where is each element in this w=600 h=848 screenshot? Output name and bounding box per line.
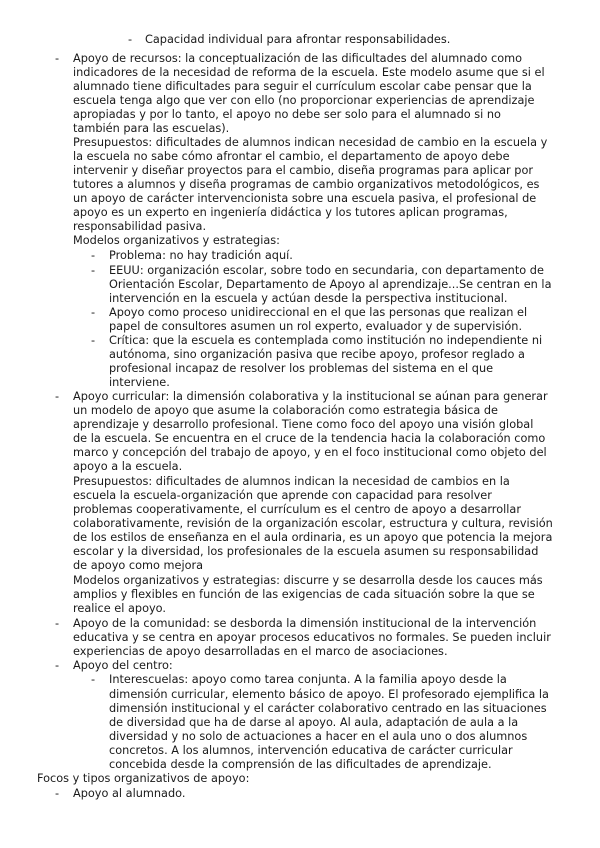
text-line: un apoyo de carácter intervencionista sobre una escuela pasiva, el profesional de — [73, 192, 537, 205]
bullet-dash: - — [55, 617, 60, 630]
text-line: concretos. A los alumnos, intervención educativa de carácter curricular — [109, 744, 513, 757]
text-line: Apoyo de recursos: la conceptualización de las dificultades del alumnado como — [73, 52, 523, 65]
text-line: Problema: no hay tradición aquí. — [109, 249, 293, 262]
text-line: interviene. — [109, 376, 170, 389]
bullet-dash: - — [55, 659, 60, 672]
text-line: Apoyo al alumnado. — [73, 787, 186, 800]
text-line: educativa y se centra en apoyar procesos educativos no formales. Se pueden incluir — [73, 631, 551, 644]
text-line: Interescuelas: apoyo como tarea conjunta. A la familia apoyo desde la — [109, 673, 507, 686]
text-line: escolar y la diversidad, los profesionales de la escuela asumen su responsabilidad — [73, 545, 539, 558]
text-line: Modelos organizativos y estrategias: discurre y se desarrolla desde los cauces más — [73, 574, 543, 587]
section-heading: Focos y tipos organizativos de apoyo: — [37, 772, 250, 785]
text-line: de apoyo como mejora — [73, 559, 204, 572]
text-line: amplios y flexibles en función de las exigencias de cada situación sobre la que se — [73, 588, 535, 601]
text-line: apropiadas y por lo tanto, el apoyo no debe ser solo para el alumnado si no — [73, 108, 501, 121]
bullet-dash: - — [91, 673, 96, 686]
text-line: Apoyo curricular: la dimensión colaborativa y la institucional se aúnan para generar — [73, 390, 548, 403]
bullet-dash: - — [91, 264, 96, 277]
text-line: indicadores de la necesidad de reforma de la escuela. Este modelo asume que si el — [73, 66, 545, 79]
text-line: intervención en la escuela y actúan desde la perspectiva institucional. — [109, 292, 508, 305]
text-line: concebida desde la comprensión de las dificultades de aprendizaje. — [109, 758, 492, 771]
text-line: Capacidad individual para afrontar responsabilidades. — [145, 33, 451, 46]
text-line: Apoyo de la comunidad: se desborda la dimensión institucional de la intervención — [73, 617, 537, 630]
text-line: problemas cooperativamente, el currículum es el centro de apoyo a desarrollar — [73, 503, 521, 516]
text-line: Presupuestos: dificultades de alumnos indican la necesidad de cambios en la — [73, 475, 510, 488]
text-line: realice el apoyo. — [73, 602, 166, 615]
text-line: colaborativamente, revisión de la organización escolar, estructura y cultura, revisión — [73, 517, 553, 530]
bullet-dash: - — [55, 787, 60, 800]
bullet-dash: - — [91, 249, 96, 262]
text-line: experiencias de apoyo desarrolladas en el marco de asociaciones. — [73, 645, 448, 658]
text-line: apoyo a la escuela. — [73, 460, 183, 473]
text-line: profesional incapaz de resolver los problemas del sistema en el que — [109, 362, 494, 375]
text-line: de la escuela. Se encuentra en el cruce de la tendencia hacia la colaboración como — [73, 432, 546, 445]
bullet-dash: - — [55, 52, 60, 65]
text-line: escuela tenga algo que ver con ello (no proporcionar experiencias de aprendizaje — [73, 94, 535, 107]
text-line: Crítica: que la escuela es contemplada como institución no independiente ni — [109, 334, 543, 347]
bullet-dash: - — [128, 33, 133, 46]
text-line: responsabilidad pasiva. — [73, 220, 207, 233]
text-line: un modelo de apoyo que asume la colaboración como estrategia básica de — [73, 404, 499, 417]
text-line: Apoyo como proceso unidireccional en el que las personas que realizan el — [109, 306, 528, 319]
text-line: Modelos organizativos y estrategias: — [73, 234, 280, 247]
bullet-dash: - — [55, 390, 60, 403]
text-line: papel de consultores asumen un rol experto, evaluador y de supervisión. — [109, 320, 523, 333]
text-line: alumnado tiene dificultades para seguir el currículum escolar cabe pensar que la — [73, 80, 532, 93]
text-line: apoyo es un experto en ingeniería didáctica y los tutores aplican programas, — [73, 206, 508, 219]
text-line: de los estilos de enseñanza en el aula ordinaria, es un apoyo que potencia la mejora — [73, 531, 553, 544]
text-line: tutores a alumnos y diseña programas de cambio organizativos metodológicos, es — [73, 178, 540, 191]
text-line: EEUU: organización escolar, sobre todo en secundaria, con departamento de — [109, 264, 544, 277]
text-line: intervenir y diseñar proyectos para el cambio, diseña programas para aplicar por — [73, 164, 534, 177]
bullet-dash: - — [91, 334, 96, 347]
text-line: dimensión curricular, elemento básico de apoyo. El profesorado ejemplifica la — [109, 688, 549, 701]
text-line: marco y concepción del trabajo de apoyo, y en el foco institucional como objeto del — [73, 446, 547, 459]
text-line: aprendizaje y desarrollo profesional. Tiene como foco del apoyo una visión global — [73, 418, 534, 431]
text-line: dimensión institucional y el carácter colaborativo centrado en las situaciones — [109, 702, 547, 715]
text-line: la escuela no sabe cómo afrontar el cambio, el departamento de apoyo debe — [73, 150, 510, 163]
text-line: Presupuestos: dificultades de alumnos indican necesidad de cambio en la escuela y — [73, 136, 548, 149]
text-line: también para las escuelas). — [73, 122, 230, 135]
text-line: diversidad y no solo de actuaciones a hacer en el aula uno o dos alumnos — [109, 730, 528, 743]
bullet-dash: - — [91, 306, 96, 319]
text-line: Orientación Escolar, Departamento de Apoyo al aprendizaje...Se centran en la — [109, 278, 552, 291]
text-line: escuela la escuela-organización que aprende con capacidad para resolver — [73, 489, 492, 502]
text-line: autónoma, sino organización pasiva que recibe apoyo, profesor reglado a — [109, 348, 525, 361]
text-line: Apoyo del centro: — [73, 659, 173, 672]
text-line: de diversidad que ha de darse al apoyo. Al aula, adaptación de aula a la — [109, 716, 519, 729]
